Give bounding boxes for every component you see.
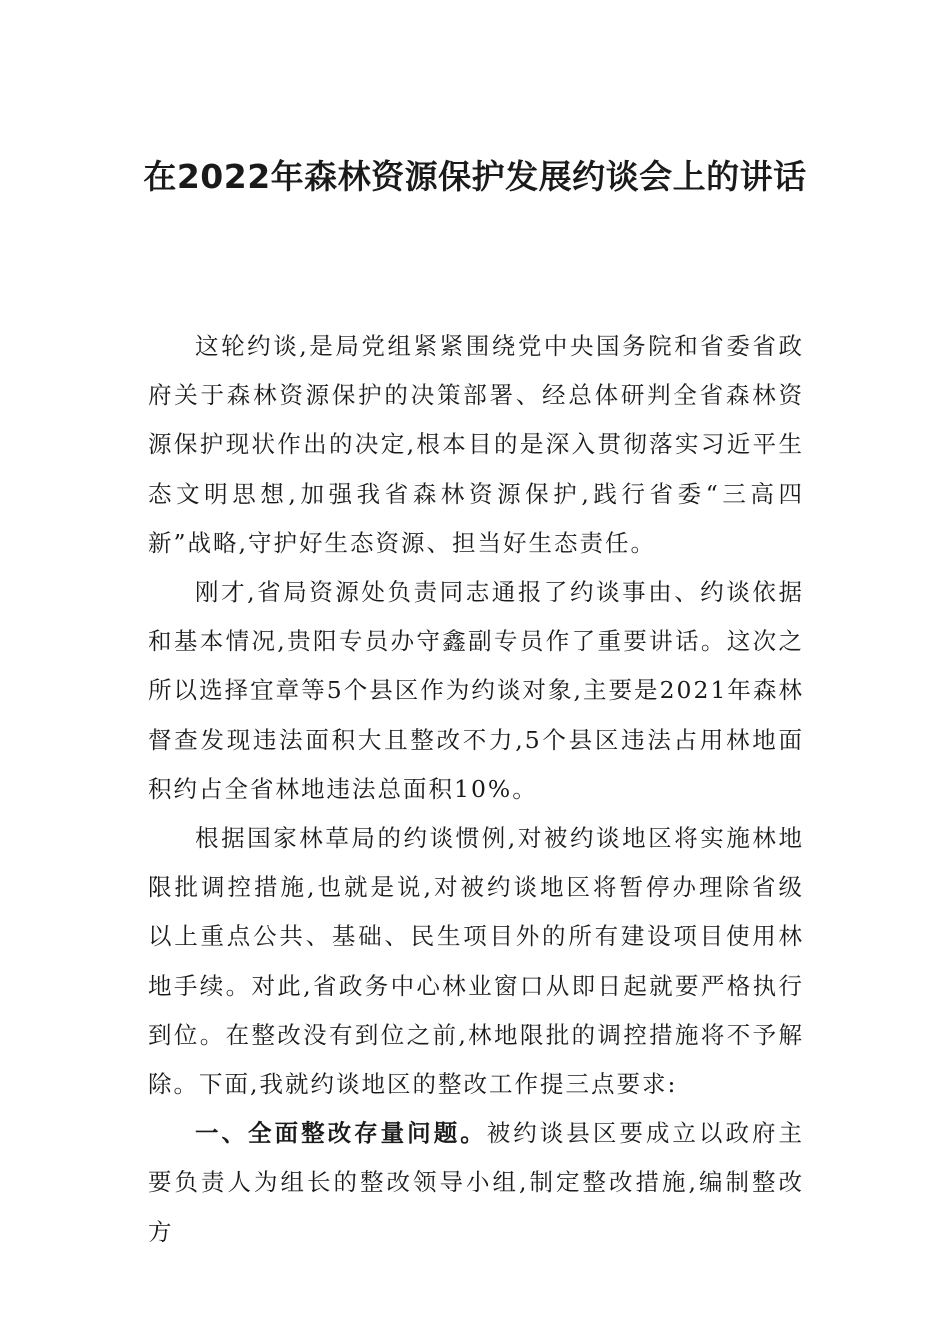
paragraph-4 — [148, 1109, 804, 1257]
paragraph-1: 这轮约谈,是局党组紧紧围绕党中央国务院和省委省政府关于森林资源保护的决策部署、经总体研判全省森林资源保护现状作出的决定,根本目的是深入贯彻落实习近平生态文明思想,加强我省森林资源保护,践行省委“三高四新”战略,守护好生态资源、担当好生态责任。 — [148, 332, 805, 557]
section-one-text: 被约谈县区要成立以政府主要负责人为组长的整改领导小组,制定整改措施,编制整改方 — [148, 1119, 804, 1246]
paragraph-3: 根据国家林草局的约谈惯例,对被约谈地区将实施林地限批调控措施,也就是说,对被约谈地区将暂停办理除省级以上重点公共、基础、民生项目外的所有建设项目使用林地手续。对此,省政务中心林业窗口从即日起就要严格执行到位。在整改没有到位之前,林地限批的调控措施将不予解除。下面,我就约谈地区的整改工作提三点要求: — [148, 824, 804, 1099]
section-one-heading: 一、全面整改存量问题。 — [195, 1119, 487, 1148]
document-body — [148, 322, 804, 1257]
document-title: 在2022年森林资源保护发展约谈会上的讲话 — [143, 157, 807, 196]
paragraph-2: 刚才,省局资源处负责同志通报了约谈事由、约谈依据和基本情况,贵阳专员办守鑫副专员作了重要讲话。这次之所以选择宜章等5个县区作为约谈对象,主要是2021年森林督查发现违法面积大且整改不力,5个县区违法占用林地面积约占全省林地违法总面积10%。 — [148, 578, 804, 803]
